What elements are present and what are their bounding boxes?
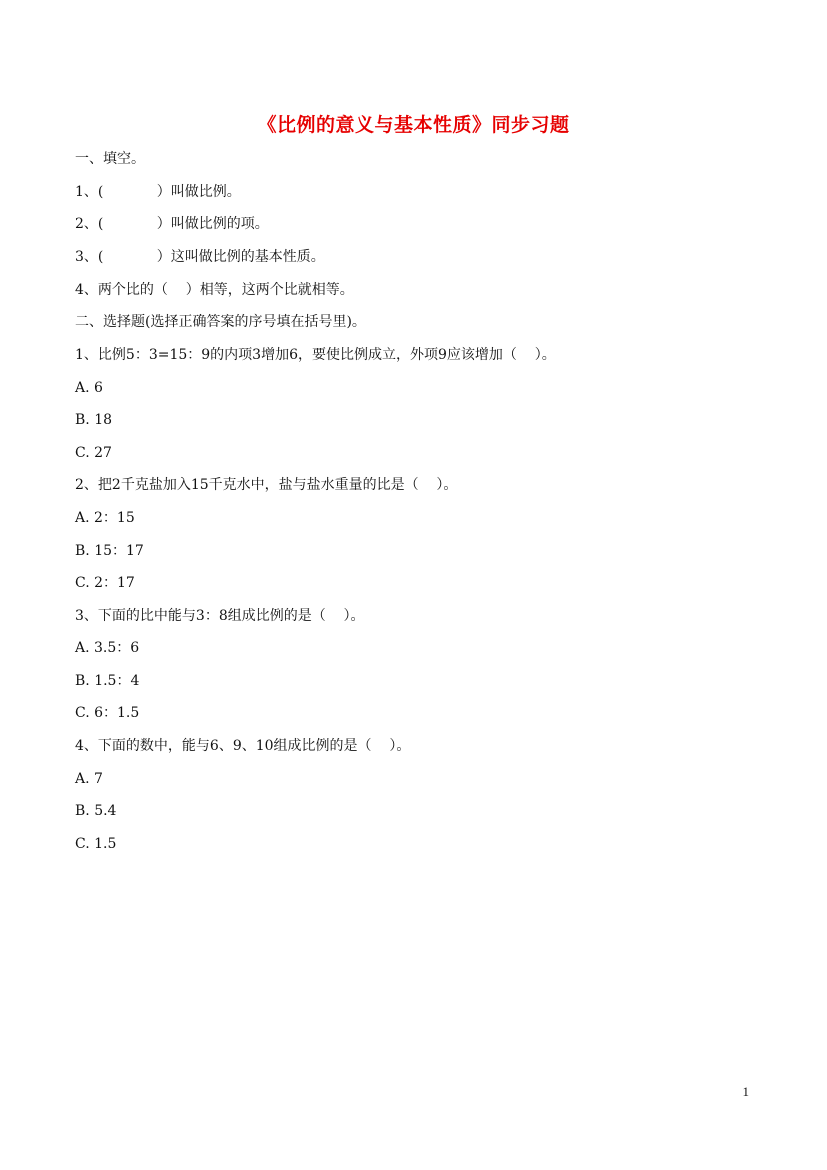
- question-2-option-c: C. 2：17: [75, 575, 135, 591]
- section1-heading: 一、填空。: [75, 151, 145, 167]
- question-4-option-c: C. 1.5: [75, 836, 117, 852]
- question-4-option-b: B. 5.4: [75, 803, 117, 819]
- question-1-option-c: C. 27: [75, 445, 112, 461]
- question-1-option-b: B. 18: [75, 412, 113, 428]
- question-3-option-a: A. 3.5：6: [75, 640, 140, 656]
- fill-blank-item-1: 1、( ）叫做比例。: [75, 184, 241, 200]
- section2-heading: 二、选择题(选择正确答案的序号填在括号里)。: [75, 314, 366, 330]
- question-4-option-a: A. 7: [75, 771, 103, 787]
- question-2-option-b: B. 15：17: [75, 543, 144, 559]
- page-number: 1: [742, 1084, 749, 1099]
- question-3-option-c: C. 6：1.5: [75, 705, 140, 721]
- question-1-option-a: A. 6: [75, 380, 103, 396]
- document-title: 《比例的意义与基本性质》同步习题: [257, 114, 570, 136]
- question-1-stem: 1、比例5：3=15：9的内项3增加6，要使比例成立，外项9应该增加（ ）。: [75, 347, 556, 363]
- fill-blank-item-3: 3、( ）这叫做比例的基本性质。: [75, 249, 325, 265]
- question-3-option-b: B. 1.5：4: [75, 673, 140, 689]
- fill-blank-item-4: 4、两个比的（ ）相等，这两个比就相等。: [75, 282, 354, 298]
- fill-blank-item-2: 2、( ）叫做比例的项。: [75, 216, 269, 232]
- question-3-stem: 3、下面的比中能与3：8组成比例的是（ ）。: [75, 608, 365, 624]
- question-2-option-a: A. 2：15: [75, 510, 135, 526]
- question-4-stem: 4、下面的数中，能与6、9、10组成比例的是（ ）。: [75, 738, 411, 754]
- question-2-stem: 2、把2千克盐加入15千克水中，盐与盐水重量的比是（ ）。: [75, 477, 458, 493]
